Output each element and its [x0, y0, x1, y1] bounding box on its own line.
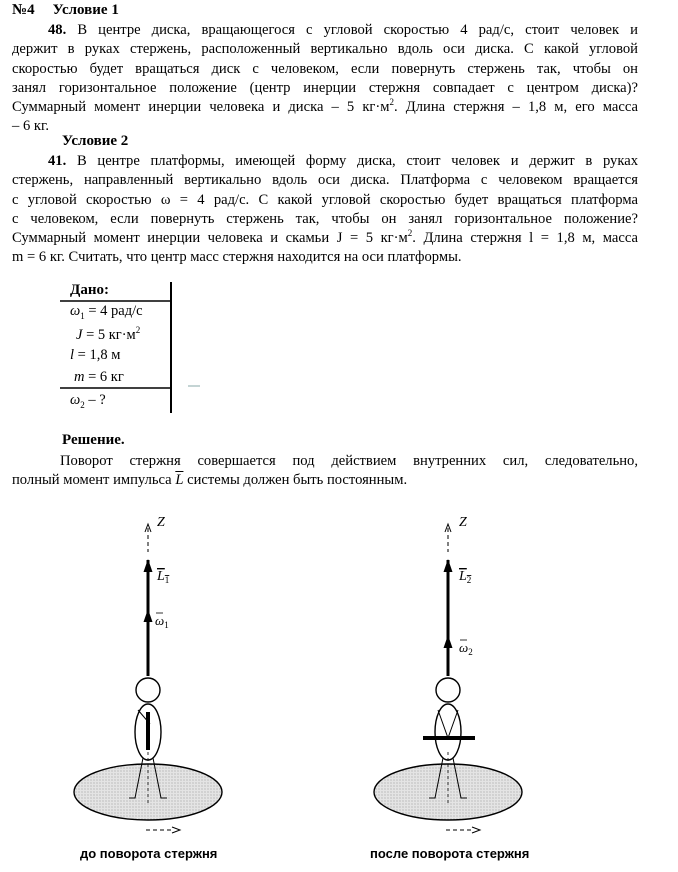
given-table: [60, 282, 240, 412]
given-omega2: [70, 392, 106, 410]
L2-arrowhead: [444, 559, 453, 572]
given-value: = 5 кг·м: [82, 327, 136, 343]
solution-line: системы должен быть постоянным.: [183, 472, 408, 489]
given-l: [70, 347, 120, 364]
problem-41-line: стержень, направленный вертикально вдоль оси диска. Платформа с человеком вращается: [12, 172, 638, 189]
given-value: = 4 рад/с: [84, 303, 143, 319]
L1-label: $L_1$: [157, 569, 170, 585]
subscript: 1: [80, 310, 85, 321]
figure-svg: [0, 500, 678, 872]
omega1-label: $\omega_1$: [155, 613, 169, 630]
J-symbol: J: [76, 327, 83, 343]
problem-48-line: Суммарный момент инерции человека и диска – 5 кг·м: [12, 99, 390, 116]
omega2-label: $\omega_2$: [459, 640, 473, 657]
omega2-arrowhead: [444, 635, 453, 648]
problem-41-text: [12, 152, 638, 268]
problem-number: №4: [12, 2, 35, 18]
problem-41-line: В центре платформы, имеющей форму диска, стоит человек и держит в руках: [76, 153, 638, 169]
problem-41-line: . Длина стержня l = 1,8 м, масса: [412, 230, 638, 247]
problem-48-line: . Длина стержня – 1,8 м, его масса: [394, 99, 638, 116]
omega-symbol: ω: [70, 392, 81, 408]
problem-41-line: с угловой скоростью ω = 4 рад/с. С какой угловой скоростью будет вращаться платформа: [12, 191, 638, 208]
omega1-arrowhead: [144, 609, 153, 622]
figure-after: [374, 515, 522, 833]
problem-48-line: держит в руках стержень, расположенный вертикально вдоль оси диска. С какой угловой: [12, 41, 638, 58]
l-symbol: l: [70, 347, 75, 363]
problem-48-text: [12, 21, 638, 137]
subscript: 2: [80, 399, 85, 410]
problem-48-line: занял горизонтальное положение (центр инерции стержня совпадает с центром диска)?: [12, 79, 638, 96]
solution-line: полный момент импульса: [12, 472, 176, 489]
condition1-title: Условие 1: [52, 2, 119, 18]
superscript: 2: [389, 97, 395, 108]
L2-label: $L_2$: [459, 569, 472, 585]
problem-41-line: Суммарный момент инерции человека и скамьи J = 5 кг·м: [12, 230, 408, 247]
solution-text: [12, 452, 638, 491]
person-head: [136, 678, 160, 702]
omega-symbol: ω: [70, 303, 81, 319]
given-J: [76, 327, 140, 344]
rotation-arrowhead: [172, 827, 180, 833]
solution-title: Решение.: [62, 432, 125, 448]
problem-41-number: 41.: [48, 153, 67, 169]
given-title: Дано:: [70, 282, 109, 298]
problem-48-line: В центре диска, вращающегося с угловой скоростью 4 рад/с, стоит человек и: [77, 22, 638, 38]
problem-41-line: с человеком, если повернуть стержень так, чтобы он занял горизонтальное положение?: [12, 210, 638, 227]
caption-before: до поворота стержня: [80, 846, 218, 861]
problem-48-line: – 6 кг.: [12, 118, 49, 135]
solution-line: Поворот стержня совершается под действием внутренних сил, следовательно,: [60, 453, 638, 469]
m-symbol: m: [74, 369, 85, 385]
given-value: = 1,8 м: [74, 347, 121, 363]
problem-48-line: скоростью будет вращаться диск с человеком, если повернуть стержень так, чтобы он: [12, 60, 638, 77]
given-omega1: [70, 303, 143, 321]
angular-momentum-symbol: $\overline{L}$: [175, 472, 184, 489]
z-axis-label: Z: [157, 515, 165, 530]
z-axis-label: Z: [459, 515, 467, 530]
figure-before: [74, 515, 222, 833]
problem-header: [12, 2, 119, 19]
caption-after: после поворота стержня: [370, 846, 530, 861]
problem-48-number: 48.: [48, 22, 67, 38]
L1-arrowhead: [144, 559, 153, 572]
superscript: 2: [135, 325, 141, 336]
problem-41-line: m = 6 кг. Считать, что центр масс стержня находится на оси платформы.: [12, 249, 462, 266]
person-head: [436, 678, 460, 702]
given-value: – ?: [84, 392, 106, 408]
condition2-title: Условие 2: [62, 133, 129, 149]
superscript: 2: [407, 228, 413, 239]
rotation-arrowhead: [472, 827, 480, 833]
given-value: = 6 кг: [84, 369, 124, 385]
given-m: [74, 369, 124, 386]
